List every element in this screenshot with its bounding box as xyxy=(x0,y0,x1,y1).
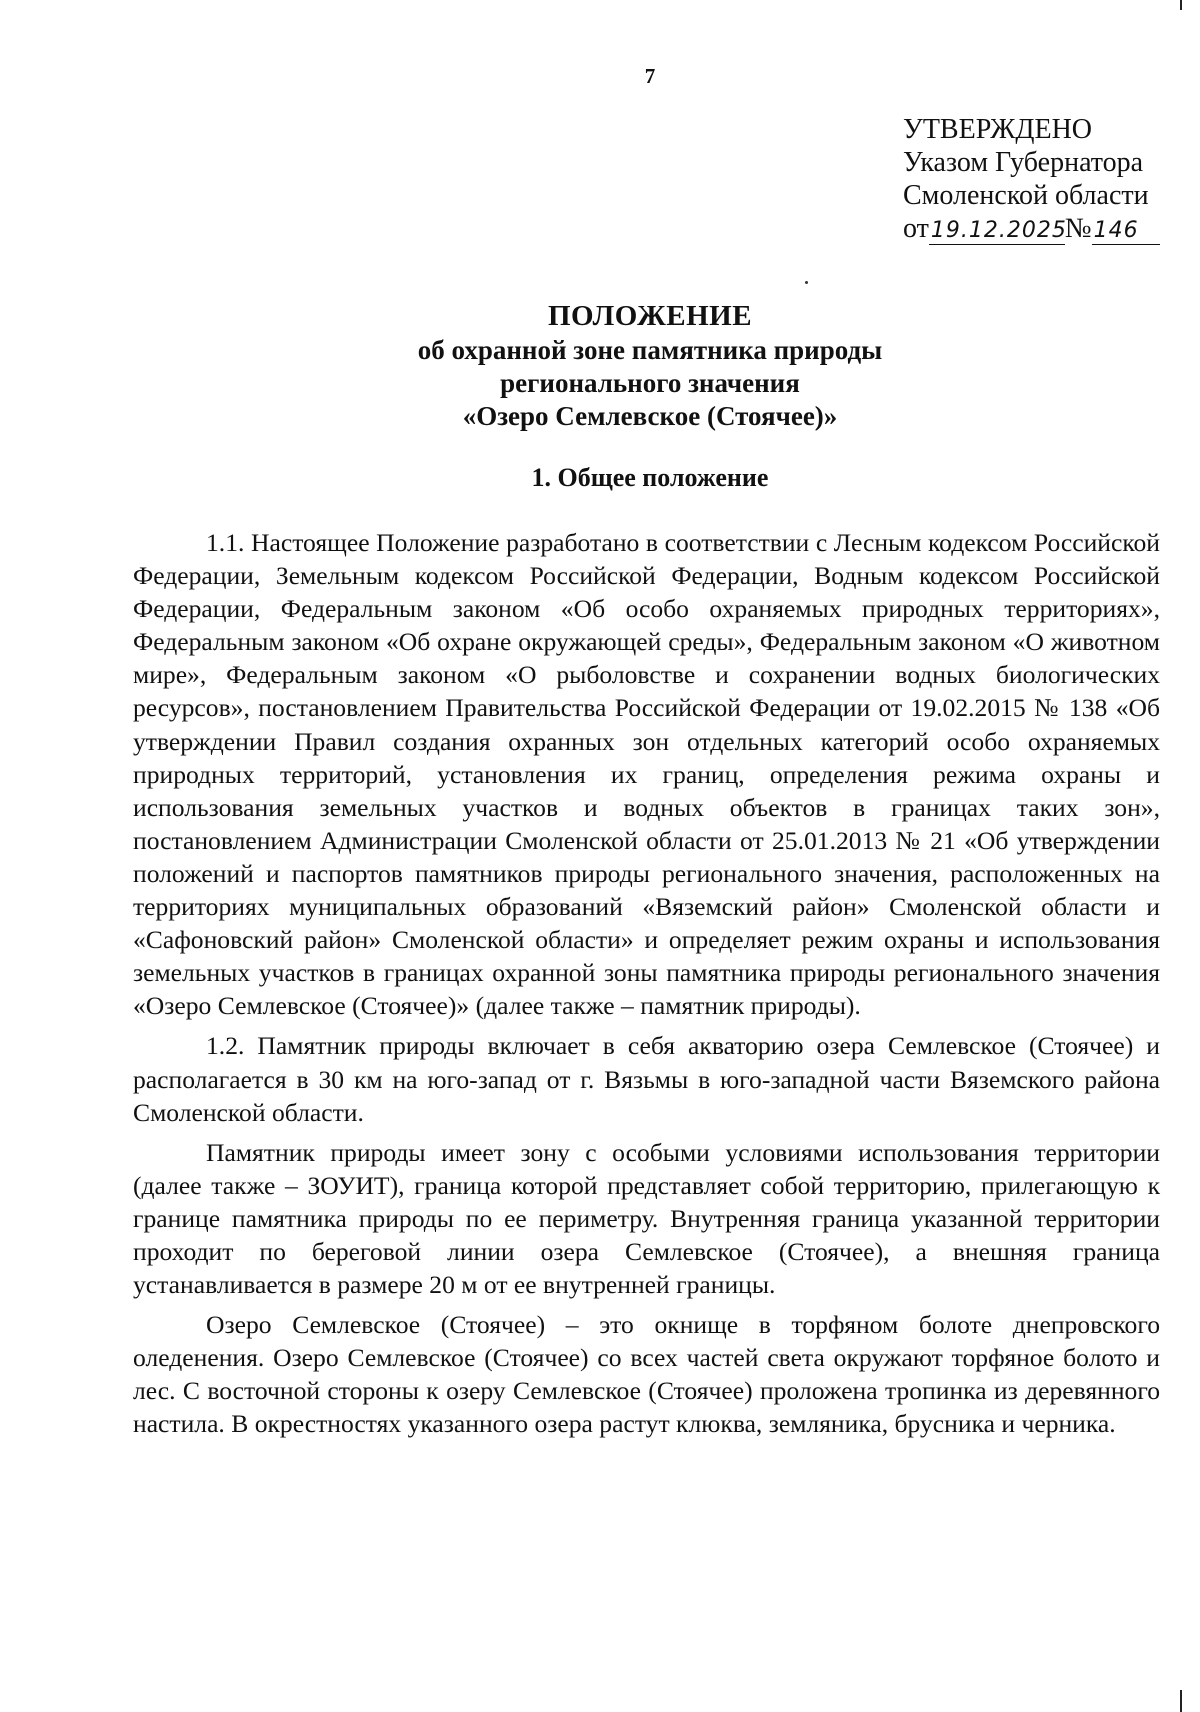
section-heading: 1. Общее положение xyxy=(531,463,769,492)
document-title-block xyxy=(0,298,1200,433)
approval-decree-line: Указом Губернатора xyxy=(903,147,1144,178)
paragraph-1-2: 1.2. Памятник природы включает в себя акваторию озера Семлевское (Стоячее) и располагается в 30 км на юго-запад от г. Вязьмы в юго-западной части Вяземского района Смоленской области. xyxy=(133,1031,1160,1127)
scan-edge-mark-bottom xyxy=(1180,1690,1182,1712)
handwritten-number: 146 xyxy=(1092,218,1160,245)
approval-heading: УТВЕРЖДЕНО xyxy=(903,114,1093,145)
page-number: 7 xyxy=(644,64,656,88)
document-subtitle-line-3: «Озеро Семлевское (Стоячее)» xyxy=(462,401,838,431)
paragraph-1-1: 1.1. Настоящее Положение разработано в соответствии с Лесным кодексом Российской Федерации, Земельным кодексом Российской Федерации, Водным кодексом Российской Федерации, Федеральным законом «Об особо охраняемых природных территориях», Федеральным законом «Об охране окружающей среды», Федеральным законом «О животном мире», Федеральным законом «О рыболовстве и сохранении водных биологических ресурсов», постановлением Правительства Российской Федерации от 19.02.2015 № 138 «Об утверждении Правил создания охранных зон отдельных категорий особо охраняемых природных территорий, установления их границ, определения режима охраны и использования земельных участков и водных объектов в границах таких зон», постановлением Администрации Смоленской области от 25.01.2013 № 21 «Об утверждении положений и паспортов памятников природы регионального значения, расположенных на территориях муниципальных образований «Вяземский район» Смоленской области и «Сафоновский район» Смоленской области» и определяет режим охраны и использования земельных участков в границах охранной зоны памятника природы регионального значения «Озеро Семлевское (Стоячее)» (далее также – памятник природы). xyxy=(133,528,1160,1021)
document-subtitle-line-1: об охранной зоне памятника природы xyxy=(417,335,883,365)
scan-speck xyxy=(805,281,808,284)
approval-region-line: Смоленской области xyxy=(903,180,1149,211)
body-text xyxy=(133,526,1160,1441)
handwritten-date: 19.12.2025 xyxy=(930,218,1067,243)
document-title: ПОЛОЖЕНИЕ xyxy=(547,300,753,332)
scan-edge-mark-top xyxy=(1180,0,1182,10)
approval-stamp xyxy=(903,113,1160,245)
document-subtitle-line-2: регионального значения xyxy=(500,368,800,398)
approval-date-line xyxy=(903,212,1160,245)
number-prefix: № xyxy=(1064,213,1092,244)
paragraph-zone: Памятник природы имеет зону с особыми условиями использования территории (далее также – ЗОУИТ), граница которой представляет собой территорию, прилегающую к границе памятника природы по ее периметру. Внутренняя граница указанной территории проходит по береговой линии озера Семлевское (Стоячее), а внешняя граница устанавливается в размере 20 м от ее внутренней границы. xyxy=(133,1137,1160,1300)
date-prefix: от xyxy=(903,213,929,244)
paragraph-lake: Озеро Семлевское (Стоячее) – это окнище в торфяном болоте днепровского оледенения. Озеро Семлевское (Стоячее) со всех частей света окружают торфяное болото и лес. С восточной стороны к озеру Семлевское (Стоячее) проложена тропинка из деревянного настила. В окрестностях указанного озера растут клюква, земляника, брусника и черника. xyxy=(133,1310,1160,1439)
